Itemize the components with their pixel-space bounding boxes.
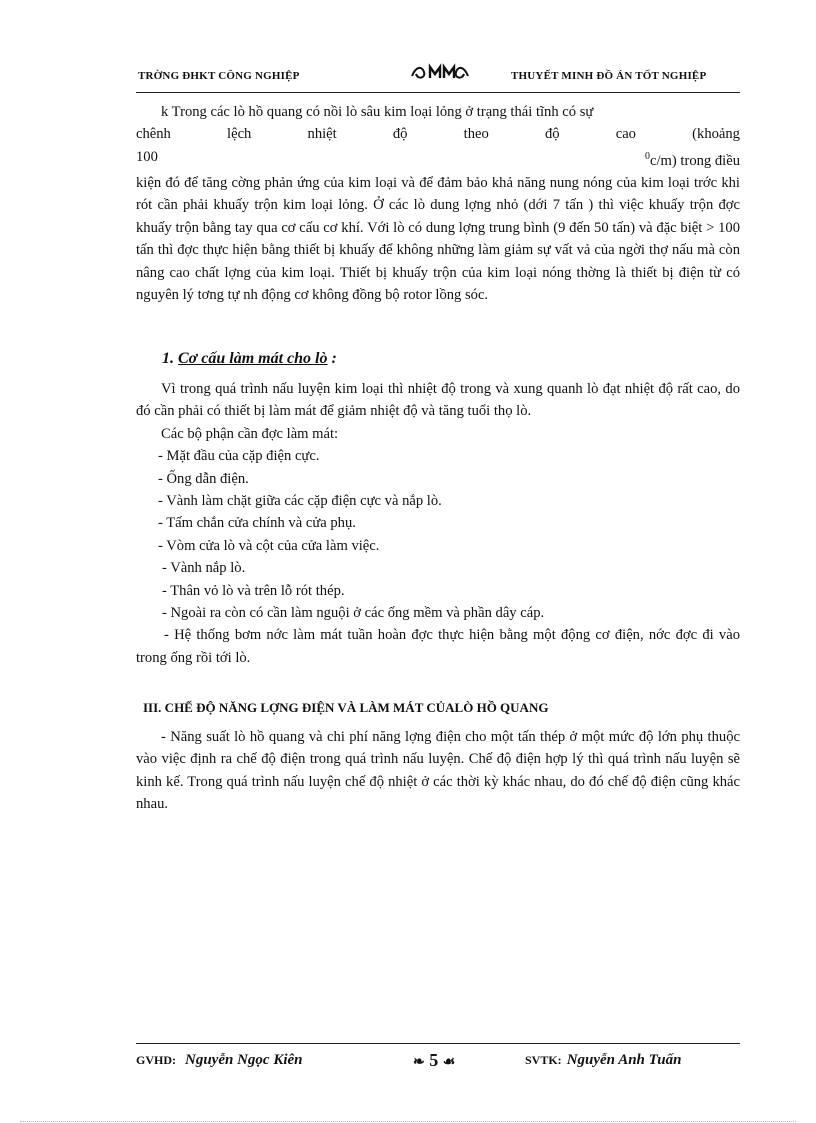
word: theo (463, 126, 489, 143)
number-100: 100 (136, 148, 158, 165)
word: độ (544, 126, 560, 143)
svtk-label: SVTK: (525, 1053, 562, 1067)
paragraph-line (136, 146, 740, 172)
word: (khoảng (692, 126, 740, 143)
section-heading-cooling (162, 350, 337, 368)
cooling-section (136, 378, 740, 669)
paragraph-line: k Trong các lò hồ quang có nồi lò sâu kim loại lỏng ở trạng thái tĩnh có sự (161, 104, 594, 120)
list-item: - Mặt đầu của cặp điện cực. (158, 448, 320, 465)
heading-number: 1. (162, 350, 174, 367)
list-item: - Tấm chắn cửa chính và cửa phụ. (158, 515, 356, 532)
list-item: - Ngoài ra còn có cần làm nguội ở các ống mềm và phần dây cáp. (162, 605, 545, 622)
paragraph-body: - Năng suất lò hồ quang và chi phí năng lợng điện cho một tấn thép ở một mức độ lớn phụ thuộc vào việc định ra chế độ điện trong quá trình nấu luyện. Chế độ điện hợp lý thì quá trình nấu luyện sẽ kinh kế. Trong quá trình nấu luyện chế độ nhiệt ở các thời kỳ khác nhau, do đó chế độ điện cũng khác nhau. (136, 729, 740, 813)
footer-student (525, 1052, 681, 1069)
decorative-ornament-icon (408, 62, 472, 82)
word: chênh (136, 126, 171, 143)
section-heading-power-mode: III. CHẾ ĐỘ NĂNG LỢNG ĐIỆN VÀ LÀM MÁT CỦALÒ HỒ QUANG (143, 700, 549, 715)
list-item: - Vành làm chặt giữa các cặp điện cực và nắp lò. (158, 493, 442, 510)
page-number: 5 (429, 1050, 439, 1070)
student-name: Nguyễn Anh Tuấn (566, 1052, 682, 1068)
paragraph-body: - Hệ thống bơm nớc làm mát tuần hoàn đợc thực hiện bằng một động cơ điện, nớc đợc đi vào trong ống rồi tới lò. (136, 627, 740, 666)
word: lệch (227, 126, 252, 143)
word: độ (392, 126, 408, 143)
list-item: - Vành nắp lò. (162, 560, 246, 577)
page-edge-divider (20, 1121, 796, 1122)
page-number-block (413, 1050, 455, 1071)
supervisor-name: Nguyễn Ngọc Kiên (185, 1052, 303, 1068)
right-ornament-icon: ☙ (442, 1055, 456, 1070)
footer-supervisor (136, 1052, 303, 1069)
heading-text: Cơ cấu làm mát cho lò (178, 350, 328, 367)
parts-intro: Các bộ phận cần đợc làm mát: (161, 425, 339, 442)
paragraph-body: kiện đó để tăng cờng phản ứng của kim loại và để đảm bảo khả năng nung nóng của kim loại trớc khi rót cần phải khuấy trộn kim loại lỏng. Ở các lò dung lợng nhỏ (dới 7 tấn ) thì việc khuấy trộn đợc khuấy trộn bằng tay qua cơ cấu cơ khí. Với lò có dung lợng trung bình (9 đến 50 tấn) và đặc biệt > 100 tấn thì đợc thực hiện bằng thiết bị khuấy để không những làm giảm sự vất vả của ngời thợ nấu mà còn nâng cao chất lợng của kim loại. Thiết bị khuấy trộn của kim loại nóng thờng là thiết bị điện từ có nguyên lý tơng tự nh động cơ không đồng bộ rotor lồng sóc. (136, 175, 740, 304)
unit-text: c/m) trong điều (650, 152, 740, 169)
paragraph-line (136, 123, 740, 145)
power-mode-section (136, 726, 740, 816)
gvhd-label: GVHD: (136, 1053, 176, 1067)
word: nhiệt (307, 126, 337, 143)
word: cao (615, 126, 636, 143)
heading-colon: : (327, 350, 337, 367)
superscript: 0 (645, 150, 651, 162)
list-item: - Thân vỏ lò và trên lỗ rót thép. (162, 582, 345, 599)
header-document-title: THUYẾT MINH ĐỒ ÁN TỐT NGHIỆP (511, 70, 707, 82)
list-item: - Ống dẫn điện. (158, 470, 249, 487)
header-school-name: TRỜNG ĐHKT CÔNG NGHIỆP (138, 70, 300, 82)
gradient-unit (645, 146, 740, 172)
header-rule (136, 92, 740, 93)
list-item: - Vòm cửa lò và cột của cửa làm việc. (158, 537, 380, 554)
paragraph-body: Vì trong quá trình nấu luyện kim loại thì nhiệt độ trong và xung quanh lò đạt nhiệt độ rất cao, do đó cần phải có thiết bị làm mát để giảm nhiệt độ và tăng tuổi thọ lò. (136, 381, 740, 420)
paragraph-stirring (136, 101, 740, 307)
footer-rule (136, 1043, 740, 1044)
left-ornament-icon: ❧ (413, 1055, 425, 1070)
